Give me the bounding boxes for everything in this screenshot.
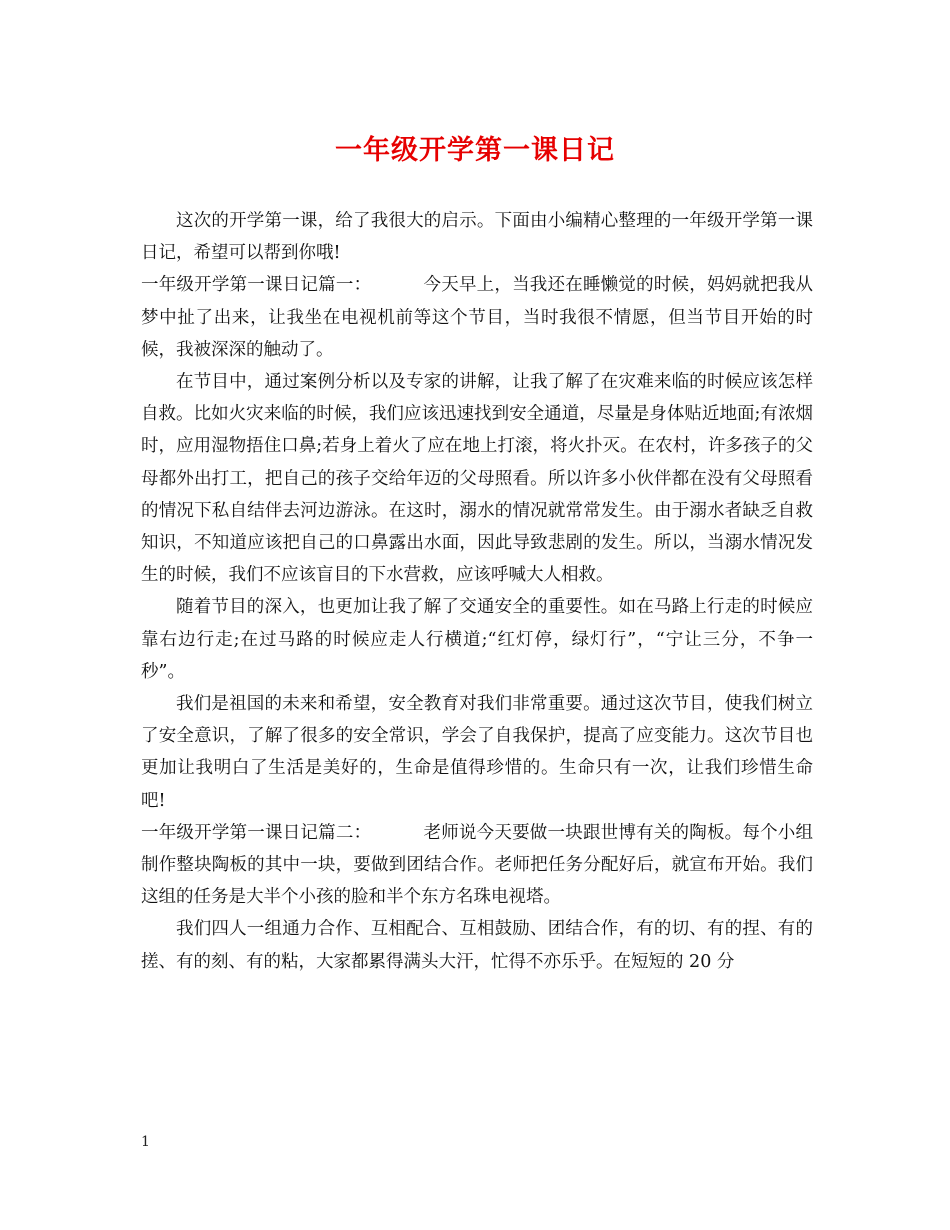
- section-two-heading: 一年级开学第一课日记篇二：: [141, 822, 372, 843]
- paragraph-traffic-safety: 随着节目的深入，也更加让我了解了交通安全的重要性。如在马路上行走的时候应靠右边行走;在过马路的时候应走人行横道;“红灯停，绿灯行”，“宁让三分，不争一秒”。: [141, 597, 813, 682]
- document-title: 一年级开学第一课日记: [335, 135, 615, 166]
- paragraph-self-rescue: 在节目中，通过案例分析以及专家的讲解，让我了解了在灾难来临的时候应该怎样自救。比如火灾来临的时候，我们应该迅速找到安全通道，尽量是身体贴近地面;有浓烟时，应用湿物捂住口鼻;若身上着火了应在地上打滚，将火扑灭。在农村，许多孩子的父母都外出打工，把自己的孩子交给年迈的父母照看。所以许多小伙伴都在没有父母照看的情况下私自结伴去河边游泳。在这时，溺水的情况就常常发生。由于溺水者缺乏自救知识，不知道应该把自己的口鼻露出水面，因此导致悲剧的发生。所以，当溺水情况发生的时候，我们不应该盲目的下水营救，应该呼喊大人相救。: [141, 372, 813, 586]
- page-number: 1: [141, 1134, 150, 1150]
- document-body: [141, 205, 813, 978]
- intro-paragraph: 这次的开学第一课，给了我很大的启示。下面由小编精心整理的一年级开学第一课日记，希望可以帮到你哦!: [141, 211, 813, 264]
- paragraph-teamwork: 我们四人一组通力合作、互相配合、互相鼓励、团结合作，有的切、有的捏、有的搓、有的刻、有的粘，大家都累得满头大汗，忙得不亦乐乎。在短短的 20 分: [141, 919, 813, 972]
- section-one-text: 今天早上，当我还在睡懒觉的时候，妈妈就把我从梦中扯了出来，让我坐在电视机前等这个节目，当时我很不情愿，但当节目开始的时候，我被深深的触动了。: [141, 275, 814, 360]
- section-two-text: 老师说今天要做一块跟世博有关的陶板。每个小组制作整块陶板的其中一块，要做到团结合作。老师把任务分配好后，就宣布开始。我们这组的任务是大半个小孩的脸和半个东方名珠电视塔。: [141, 822, 814, 908]
- section-one-heading: 一年级开学第一课日记篇一：: [141, 275, 372, 296]
- section-two-paragraph: [141, 817, 813, 914]
- paragraph-safety-education: 我们是祖国的未来和希望，安全教育对我们非常重要。通过这次节目，使我们树立了安全意识，了解了很多的安全常识，学会了自我保护，提高了应变能力。这次节目也更加让我明白了生活是美好的，生命是值得珍惜的。生命只有一次，让我们珍惜生命吧!: [141, 694, 813, 811]
- section-one-paragraph: [141, 269, 813, 366]
